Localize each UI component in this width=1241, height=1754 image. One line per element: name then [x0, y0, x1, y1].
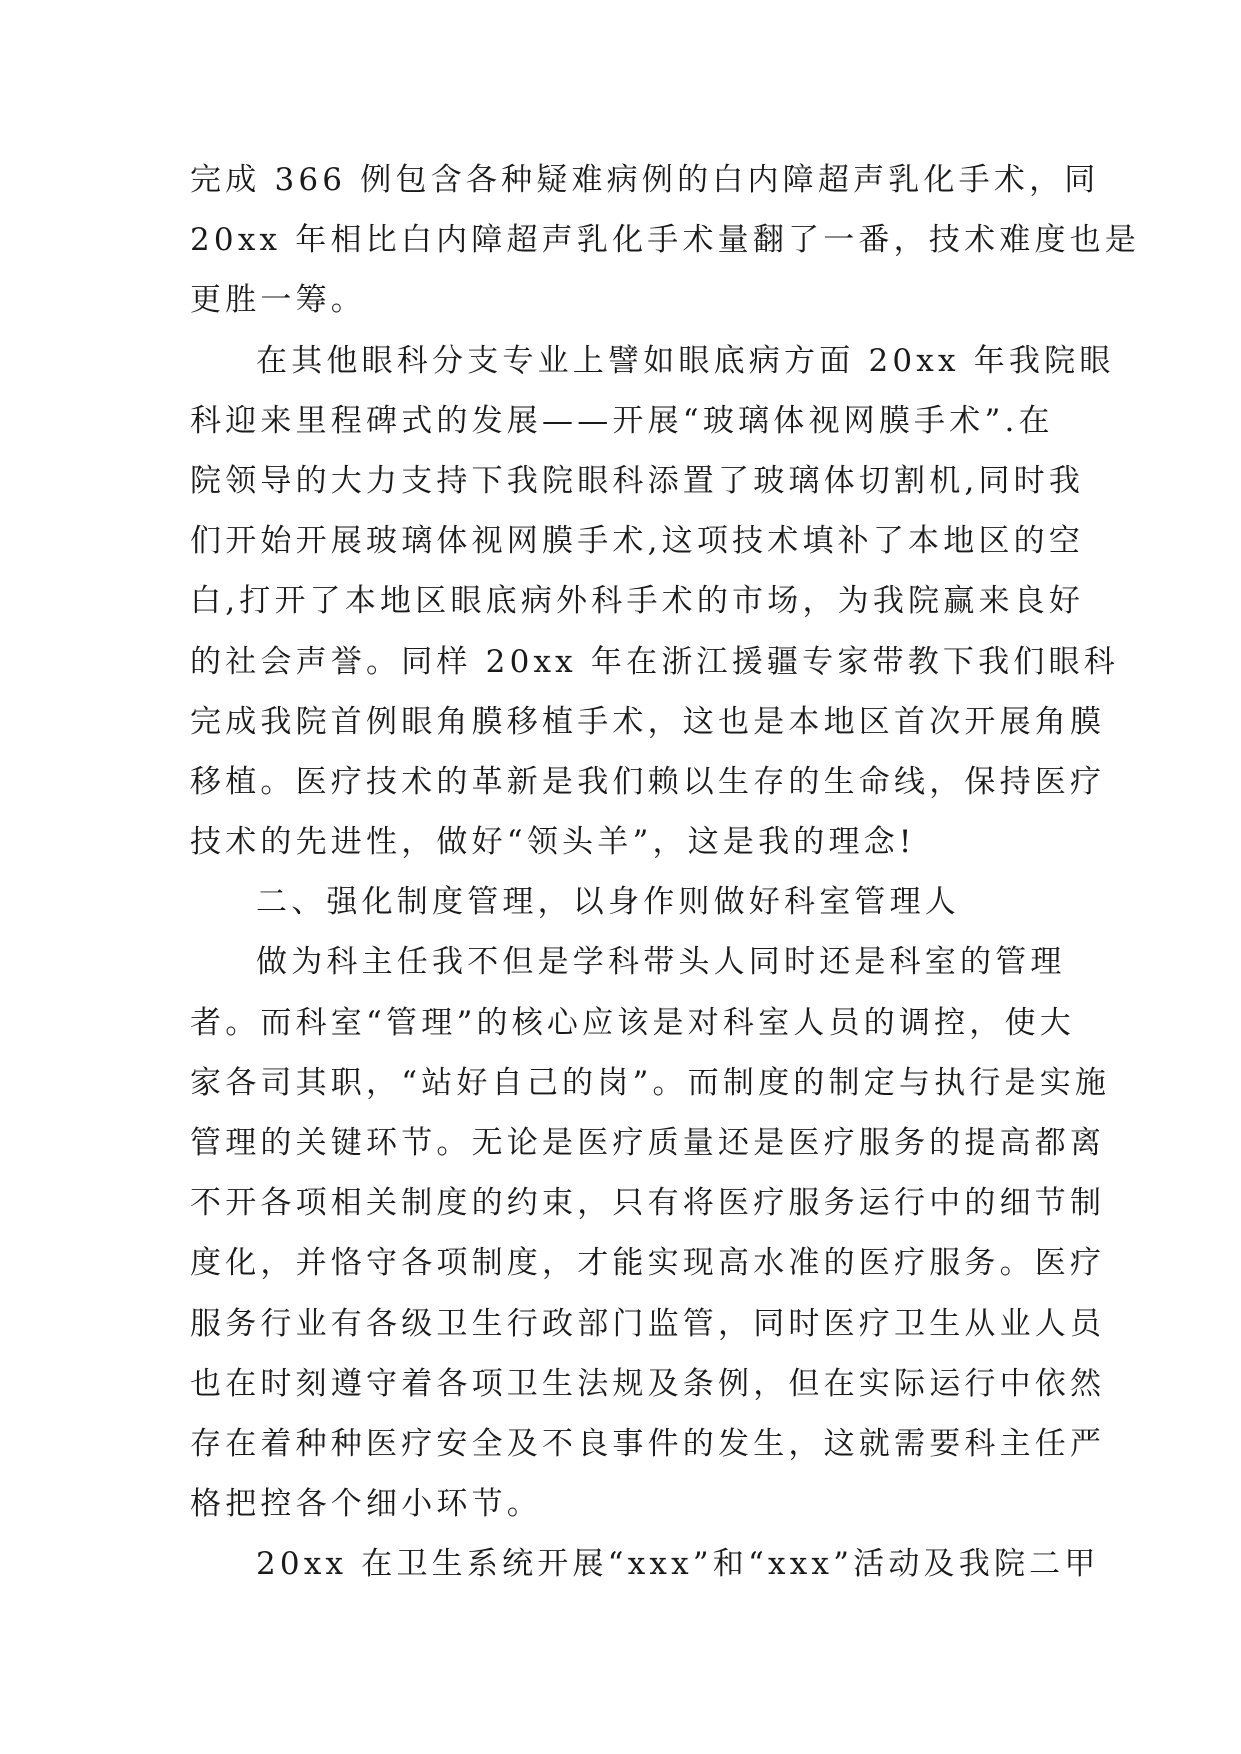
text-line: 的社会声誉。同样 20xx 年在浙江援疆专家带教下我们眼科: [190, 643, 1119, 680]
section-heading: 二、强化制度管理，以身作则做好科室管理人: [256, 884, 960, 921]
text-line: 管理的关键环节。无论是医疗质量还是医疗服务的提高都离: [190, 1125, 1106, 1161]
paragraph-first-line: 做为科主任我不但是学科带头人同时还是科室的管理: [256, 944, 1066, 981]
text-line: 更胜一筹。: [190, 282, 366, 319]
text-line: 格把控各个细小环节。: [190, 1486, 542, 1523]
paragraph-first-line: 在其他眼科分支专业上譬如眼底病方面 20xx 年我院眼: [256, 342, 1115, 379]
text-line: 院领导的大力支持下我院眼科添置了玻璃体切割机,同时我: [190, 462, 1085, 499]
text-line: 们开始开展玻璃体视网膜手术,这项技术填补了本地区的空: [190, 523, 1085, 560]
text-line: 移植。医疗技术的革新是我们赖以生存的生命线，保持医疗: [190, 763, 1106, 800]
text-line: 者。而科室“管理”的核心应该是对科室人员的调控，使大: [190, 1004, 1075, 1041]
text-line: 存在着种种医疗安全及不良事件的发生，这就需要科主任严: [190, 1425, 1106, 1462]
text-line: 服务行业有各级卫生行政部门监管，同时医疗卫生从业人员: [190, 1305, 1106, 1342]
text-line: 20xx 年相比白内障超声乳化手术量翻了一番，技术难度也是: [190, 222, 1141, 259]
text-line: 不开各项相关制度的约束，只有将医疗服务运行中的细节制: [190, 1185, 1106, 1222]
text-line: 科迎来里程碑式的发展——开展“玻璃体视网膜手术”.在: [190, 402, 1054, 439]
text-line: 完成 366 例包含各种疑难病例的白内障超声乳化手术，同: [190, 162, 1100, 198]
text-line: 白,打开了本地区眼底病外科手术的市场，为我院赢来良好: [190, 583, 1085, 620]
text-line: 技术的先进性，做好“领头羊”，这是我的理念!: [190, 824, 916, 861]
paragraph-first-line: 20xx 在卫生系统开展“xxx”和“xxx”活动及我院二甲: [256, 1546, 1100, 1583]
text-line: 也在时刻遵守着各项卫生法规及条例，但在实际运行中依然: [190, 1365, 1106, 1402]
document-body: [190, 150, 1141, 1595]
text-line: 度化，并恪守各项制度，才能实现高水准的医疗服务。医疗: [190, 1245, 1106, 1282]
text-line: 家各司其职，“站好自己的岗”。而制度的制定与执行是实施: [190, 1064, 1111, 1101]
text-line: 完成我院首例眼角膜移植手术，这也是本地区首次开展角膜: [190, 703, 1106, 740]
